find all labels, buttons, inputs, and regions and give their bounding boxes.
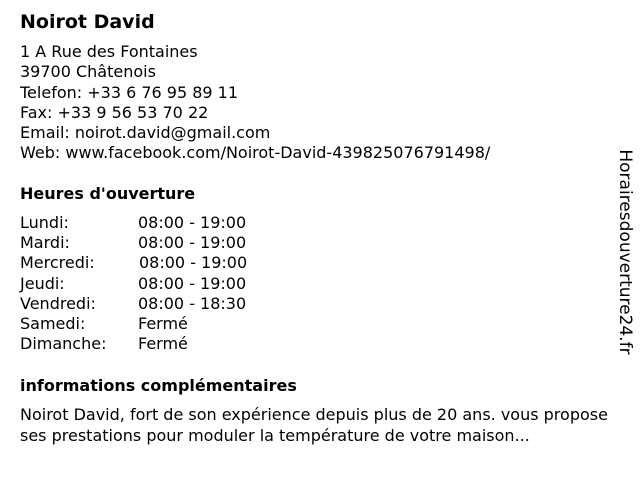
day-label: Dimanche: [20, 334, 107, 354]
info-heading: informations complémentaires [20, 376, 297, 395]
fax-line: Fax: +33 9 56 53 70 22 [20, 102, 209, 122]
time-value: 08:00 - 19:00 [138, 213, 247, 232]
day-label: Mardi: [20, 233, 70, 253]
day-label: Lundi: [20, 213, 69, 232]
time-value: Fermé [138, 313, 188, 333]
site-watermark: Horairesdouverture24.fr [615, 149, 635, 355]
contact-block [20, 42, 620, 164]
info-description: Noirot David, fort de son expérience depuis plus de 20 ans. vous propose ses prestations pour moduler la température de votre maison... [20, 405, 608, 445]
web-line: Web: www.facebook.com/Noirot-David-439825076791498/ [20, 143, 491, 163]
email-line: Email: noirot.david@gmail.com [20, 123, 271, 143]
address-line-1: 1 A Rue des Fontaines [20, 42, 198, 61]
time-value: 08:00 - 19:00 [138, 233, 247, 253]
time-value: 08:00 - 19:00 [139, 253, 248, 273]
address-line-2: 39700 Châtenois [20, 62, 156, 82]
day-label: Jeudi: [20, 273, 65, 293]
business-name: Noirot David [20, 11, 155, 33]
business-card [20, 10, 620, 445]
day-label: Vendredi: [20, 293, 96, 313]
time-value: 08:00 - 19:00 [138, 273, 247, 293]
time-value: Fermé [138, 334, 188, 354]
time-value: 08:00 - 18:30 [138, 293, 247, 313]
phone-line: Telefon: +33 6 76 95 89 11 [20, 82, 239, 102]
hours-heading: Heures d'ouverture [20, 184, 196, 203]
day-label: Samedi: [20, 313, 86, 333]
day-label: Mercredi: [20, 253, 95, 273]
